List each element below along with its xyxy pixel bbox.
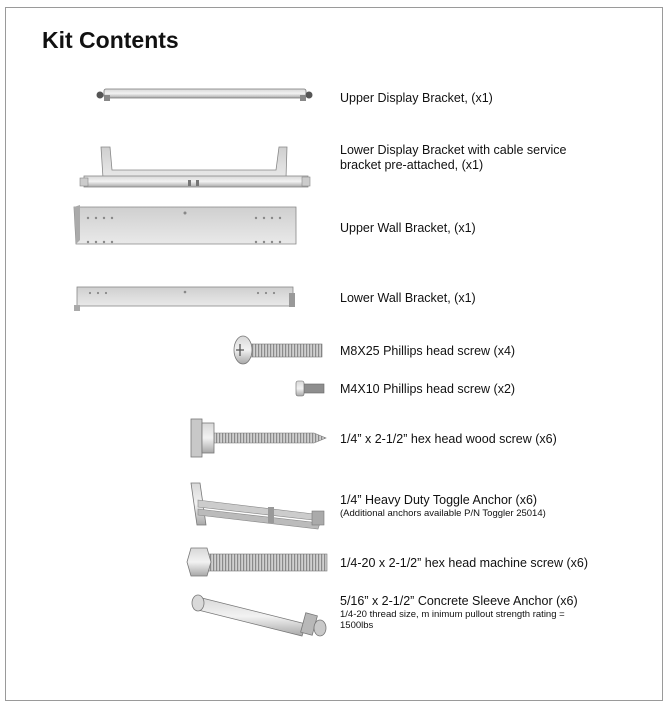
item-label: 1/4” Heavy Duty Toggle Anchor (x6) (Additional anchors available P/N Toggler 25014) (340, 493, 546, 519)
item-note: 1/4-20 thread size, m inimum pullout strength rating = (340, 609, 565, 620)
item-label: M8X25 Phillips head screw (x4) (340, 344, 516, 358)
toggle-anchor-icon (191, 483, 324, 529)
lower-wall-bracket-icon (74, 287, 295, 311)
hex-wood-screw-icon (191, 419, 326, 457)
item-label: 1/4” x 2-1/2” hex head wood screw (x6) (340, 432, 557, 446)
item-label: 5/16” x 2-1/2” Concrete Sleeve Anchor (x6) 1/4-20 thread size, m inimum pullout strength rating = 1500lbs (340, 594, 578, 631)
page-title: Kit Contents (42, 27, 179, 53)
item-label: Upper Display Bracket, (x1) (340, 91, 493, 105)
item-label: Lower Wall Bracket, (x1) (340, 291, 476, 305)
item-note: (Additional anchors available P/N Toggler 25014) (340, 508, 546, 519)
concrete-sleeve-anchor-icon (192, 595, 326, 636)
item-label: M4X10 Phillips head screw (x2) (340, 382, 516, 396)
item-label: Lower Display Bracket with cable service bracket pre-attached, (x1) (340, 143, 567, 172)
m8x25-screw-icon (234, 336, 322, 364)
hex-machine-screw-icon (187, 548, 327, 576)
item-label: 1/4-20 x 2-1/2” hex head machine screw (x6) (340, 556, 589, 570)
item-note: 1500lbs (340, 620, 374, 631)
m4x10-screw-icon (296, 381, 324, 396)
item-label: Upper Wall Bracket, (x1) (340, 221, 476, 235)
upper-wall-bracket-icon (74, 205, 296, 244)
lower-display-bracket-icon (80, 147, 310, 187)
upper-display-bracket-icon (97, 89, 313, 101)
